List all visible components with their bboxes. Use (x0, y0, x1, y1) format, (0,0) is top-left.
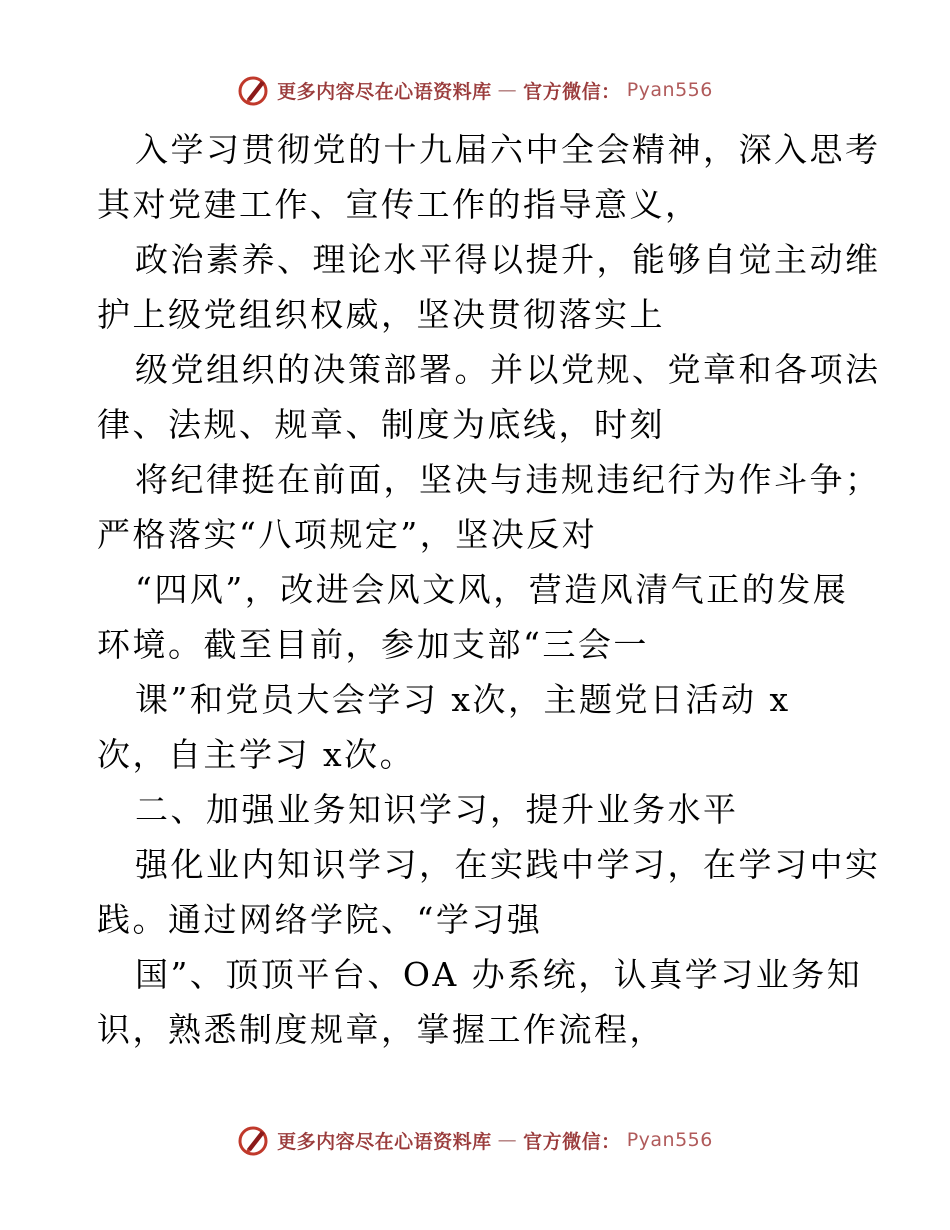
text-line: 护上级党组织权威，坚决贯彻落实上 (97, 295, 665, 334)
footer-banner-text: 更多内容尽在心语资料库 (277, 1130, 492, 1153)
text-line: 国”、顶顶平台、OA 办系统，认真学习业务知 (135, 955, 863, 994)
text-line: 严格落实“八项规定”，坚决反对 (97, 515, 598, 554)
header-banner-text: 更多内容尽在心语资料库 (277, 80, 492, 103)
text-line: 识，熟悉制度规章，掌握工作流程， (97, 1010, 665, 1049)
header-banner-separator: — (497, 79, 518, 101)
text-line: 践。通过网络学院、“学习强 (97, 900, 543, 939)
header-banner-official: 官方微信： (523, 80, 621, 103)
footer-banner-account: Pyan556 (626, 1129, 713, 1151)
footer-banner (0, 1120, 950, 1160)
brush-pen-logo-icon (237, 73, 271, 107)
header-banner-account: Pyan556 (626, 79, 713, 101)
text-line: 入学习贯彻党的十九届六中全会精神，深入思考 (135, 130, 881, 169)
text-line: 环境。截至目前，参加支部“三会一 (97, 625, 649, 664)
text-line: 次，自主学习 x次。 (97, 735, 416, 774)
text-line: 级党组织的决策部署。并以党规、党章和各项法 (135, 350, 881, 389)
body-text (97, 122, 881, 1057)
text-line: 强化业内知识学习，在实践中学习，在学习中实 (135, 845, 881, 884)
text-line: 课”和党员大会学习 x次，主题党日活动 x (135, 680, 791, 719)
text-line: 将纪律挺在前面，坚决与违规违纪行为作斗争； (135, 460, 881, 499)
footer-banner-official: 官方微信： (523, 1130, 621, 1153)
text-line: 其对党建工作、宣传工作的指导意义， (97, 185, 701, 224)
text-line: 律、法规、规章、制度为底线，时刻 (97, 405, 665, 444)
header-banner (0, 70, 950, 110)
section-heading: 二、加强业务知识学习，提升业务水平 (135, 790, 739, 829)
text-line: 政治素养、理论水平得以提升，能够自觉主动维 (135, 240, 881, 279)
text-line: “四风”，改进会风文风，营造风清气正的发展 (135, 570, 849, 609)
brush-pen-logo-icon (237, 1123, 271, 1157)
footer-banner-separator: — (497, 1129, 518, 1151)
